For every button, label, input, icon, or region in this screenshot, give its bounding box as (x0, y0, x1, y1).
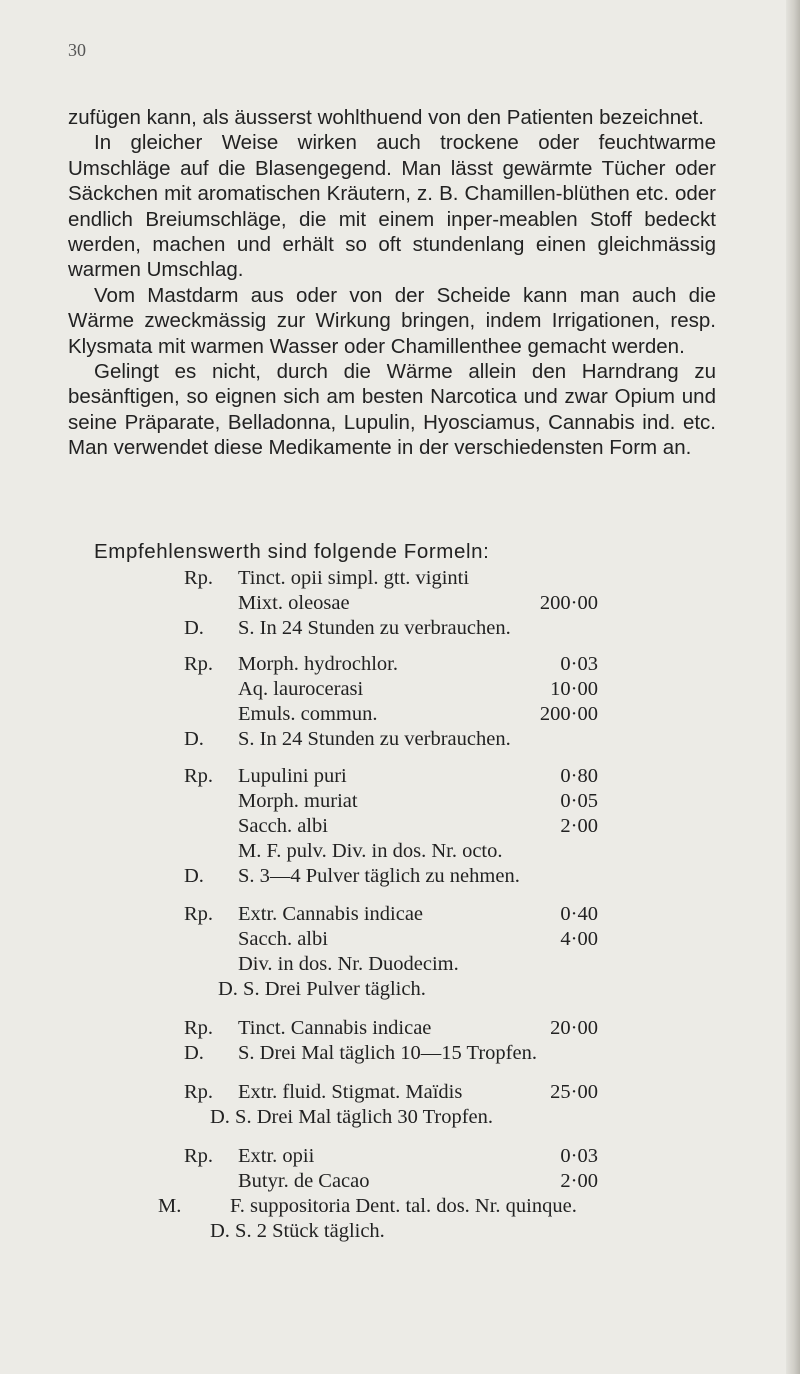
recipe-line: Lupulini puri (238, 765, 347, 787)
recipe-amount: 2·00 (560, 1170, 598, 1192)
recipe-amount: 0·03 (560, 1145, 598, 1167)
recipe-label: D. (184, 1042, 204, 1064)
paragraph: Gelingt es nicht, durch die Wärme allein den Harndrang zu besänftigen, so eignen sich am besten Narcotica und zwar Opium und seine Präparate, Belladonna, Lupulin, Hyosciamus, Cannabis ind. etc. Man verwendet diese Medikamente in der verschiedensten Form an. (68, 360, 716, 460)
recipe-line: Tinct. Cannabis indicae (238, 1017, 432, 1039)
recipe-line: S. In 24 Stunden zu verbrauchen. (238, 617, 511, 639)
recipe-amount: 0·40 (560, 903, 598, 925)
recipe-amount: 2·00 (560, 815, 598, 837)
recipe-line: D. S. Drei Pulver täglich. (218, 978, 426, 1000)
recipe-label: D. (184, 617, 204, 639)
recipe-amount: 200·00 (539, 703, 598, 725)
recipe-amount: 10·00 (550, 678, 598, 700)
recipe-label: D. (184, 728, 204, 750)
recipe-line: Aq. laurocerasi (238, 678, 364, 700)
recipe-amount: 0·03 (560, 653, 598, 675)
recipe-line: F. suppositoria Dent. tal. dos. Nr. quinque. (230, 1195, 577, 1217)
paragraph: Vom Mastdarm aus oder von der Scheide kann man auch die Wärme zweckmässig zur Wirkung bringen, indem Irrigationen, resp. Klysmata mit warmen Wasser oder Chamillenthee gemacht werden. (68, 283, 716, 358)
page-edge-shadow (786, 0, 800, 1374)
body-text (68, 105, 716, 461)
recipe-label: Rp. (184, 567, 214, 589)
recipe-amount: 0·80 (560, 765, 598, 787)
recipe-line: Div. in dos. Nr. Duodecim. (238, 953, 459, 975)
recipe-line: S. Drei Mal täglich 10—15 Tropfen. (238, 1042, 537, 1064)
formulas-heading: Empfehlenswerth sind folgende Formeln: (94, 540, 490, 563)
recipe-line: D. S. Drei Mal täglich 30 Tropfen. (210, 1106, 493, 1128)
recipe-amount: 25·00 (550, 1081, 598, 1103)
recipe-label: M. (158, 1195, 182, 1217)
recipe-line: D. S. 2 Stück täglich. (210, 1220, 385, 1242)
recipe-line: Morph. muriat (238, 790, 358, 812)
recipe-line: Extr. fluid. Stigmat. Maïdis (238, 1081, 463, 1103)
recipe-label: Rp. (184, 1145, 214, 1167)
recipe-label: Rp. (184, 1017, 214, 1039)
recipe-line: M. F. pulv. Div. in dos. Nr. octo. (238, 840, 503, 862)
recipe-label: Rp. (184, 1081, 214, 1103)
recipe-line: S. In 24 Stunden zu verbrauchen. (238, 728, 511, 750)
recipe-label: Rp. (184, 653, 214, 675)
recipe-line: S. 3—4 Pulver täglich zu nehmen. (238, 865, 520, 887)
recipe-line: Mixt. oleosae (238, 592, 350, 614)
recipe-line: Sacch. albi (238, 815, 328, 837)
recipe-line: Sacch. albi (238, 928, 328, 950)
recipe-line: Extr. opii (238, 1145, 315, 1167)
recipe-amount: 4·00 (560, 928, 598, 950)
recipe-amount: 0·05 (560, 790, 598, 812)
paragraph: In gleicher Weise wirken auch trockene oder feuchtwarme Umschläge auf die Blasengegend. Man lässt gewärmte Tücher oder Säckchen mit aromatischen Kräutern, z. B. Chamillen-blüthen etc. oder endlich Breiumschläge, die mit einem inper-meablen Stoff bedeckt werden, machen und erhält so oft stundenlang einen gleichmässig warmen Umschlag. (68, 131, 716, 282)
recipe-line: Morph. hydrochlor. (238, 653, 398, 675)
page-number: 30 (68, 40, 86, 60)
recipe-line: Extr. Cannabis indicae (238, 903, 424, 925)
recipe-label: Rp. (184, 765, 214, 787)
recipe-label: Rp. (184, 903, 214, 925)
recipe-line: Emuls. commun. (238, 703, 378, 725)
recipe-amount: 20·00 (550, 1017, 598, 1039)
recipe-line: Butyr. de Cacao (238, 1170, 370, 1192)
recipe-line: Tinct. opii simpl. gtt. viginti (238, 567, 470, 589)
recipe-amount: 200·00 (539, 592, 598, 614)
paragraph: zufügen kann, als äusserst wohlthuend von den Patienten bezeichnet. (68, 106, 704, 129)
recipe-label: D. (184, 865, 204, 887)
